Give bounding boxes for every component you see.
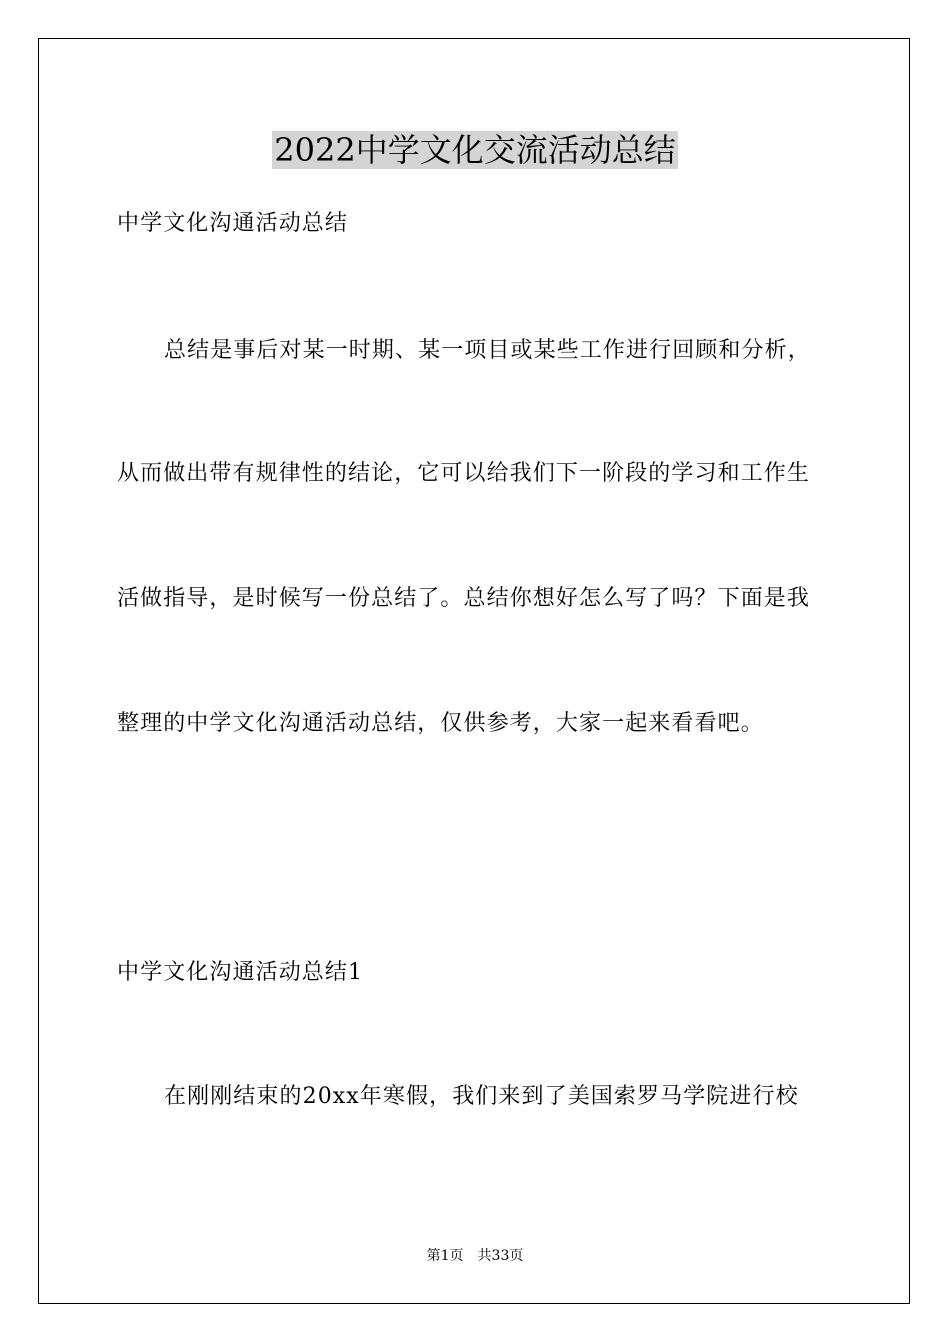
- paragraph-line: 整理的中学文化沟通活动总结，仅供参考，大家一起来看看吧。: [117, 711, 764, 736]
- page-total: 共33页: [477, 1248, 524, 1264]
- paragraph-line: 在刚刚结束的20xx年寒假，我们来到了美国索罗马学院进行校: [164, 1084, 799, 1109]
- section-heading: 中学文化沟通活动总结1: [117, 960, 364, 985]
- page-number: 第1页: [426, 1248, 464, 1264]
- page-footer: [0, 1247, 950, 1265]
- document-title-text: 2022中学文化交流活动总结: [274, 131, 676, 169]
- document-subtitle: 中学文化沟通活动总结: [117, 211, 349, 236]
- paragraph-line: 活做指导，是时候写一份总结了。总结你想好怎么写了吗？下面是我: [117, 586, 811, 611]
- paragraph-line: 总结是事后对某一时期、某一项目或某些工作进行回顾和分析，: [164, 338, 811, 363]
- paragraph-line: 从而做出带有规律性的结论，它可以给我们下一阶段的学习和工作生: [117, 461, 811, 486]
- document-title: [0, 128, 950, 172]
